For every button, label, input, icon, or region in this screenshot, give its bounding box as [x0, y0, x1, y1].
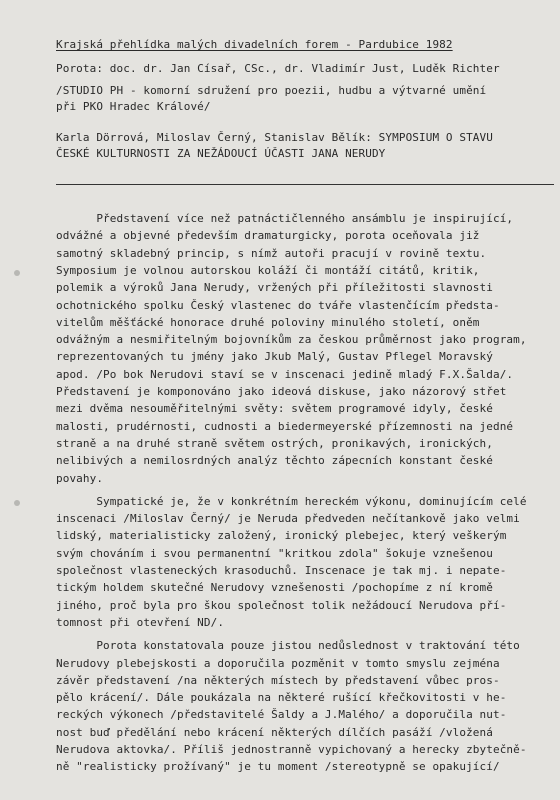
body-line: odvážným a nesmiřitelným bojovníkům za českou průměrnost jako program,	[56, 333, 527, 347]
body-line: povahy.	[56, 471, 104, 485]
body-line: Porota konstatovala pouze jistou nedůslednost v traktování této	[56, 639, 520, 653]
punch-hole	[14, 270, 20, 276]
body-line: tickým holdem skutečné Nerudovy vznešenosti /pochopíme z ní kromě	[56, 581, 493, 595]
body-line: Sympatické je, že v konkrétním hereckém výkonu, dominujícím celé	[56, 494, 527, 508]
body-line: lidský, materialisticky založený, ironický plebejec, který veškerým	[56, 529, 507, 543]
studio-line-1: /STUDIO PH - komorní sdružení pro poezii, hudbu a výtvarné umění	[56, 84, 487, 97]
body-line: společnost vlasteneckých krasoduchů. Inscenace je tak mj. i nepate-	[56, 564, 507, 577]
body-line: apod. /Po bok Nerudovi staví se v inscenaci jedině mladý F.X.Šalda/.	[56, 367, 514, 381]
body-line: Nerudovy plebejskosti a doporučila pozměnit v tomto smyslu zejména	[56, 656, 500, 670]
body-line: závěr představení /na některých místech by představení vůbec pros-	[56, 673, 500, 687]
studio-line-2: při PKO Hradec Králové/	[56, 100, 211, 113]
body-line: vitelům měšťácké honorace druhé poloviny minulého století, oněm	[56, 315, 480, 329]
body-line: Nerudova aktovka/. Příliš jednostranně vypichovaný a herecky zbytečně-	[56, 743, 527, 756]
authors-line-2: ČESKÉ KULTURNOSTI ZA NEŽÁDOUCÍ ÚČASTI JANA NERUDY	[56, 147, 386, 160]
body-line: inscenaci /Miloslav Černý/ je Neruda předveden nečítankově jako velmi	[56, 512, 520, 526]
body-line: nelibivých a nemilosrdných analýz těchto zápecních konstant české	[56, 454, 493, 468]
body-line: ochotnického spolku Český vlastenec do tváře vlastenčícím předsta-	[56, 298, 500, 312]
body-line: ně "realisticky prožívaný" je tu moment /stereotypně se opakující/	[56, 760, 500, 774]
body-line: straně a na druhé straně světem ostrých, pronikavých, ironických,	[56, 436, 493, 450]
body-line: Představení více než patnáctičlenného ansámblu je inspirující,	[56, 212, 514, 225]
body-line: Symposium je volnou autorskou koláží či montáží citátů, kritik,	[56, 263, 480, 277]
body-line: Představení je komponováno jako ideová diskuse, jako názorový střet	[56, 385, 507, 398]
body-line: nost buď předělání nebo krácení některých dílčích pasáží /vložená	[56, 725, 493, 739]
body-line: jiného, proč byla pro škou společnost tolik nežádoucí Nerudova pří-	[56, 598, 507, 612]
body-line: samotný skladebný princip, s nímž autoři pracují v rovině textu.	[56, 246, 487, 260]
body-line: tomnost při otevření ND/.	[56, 615, 225, 629]
body-line: mezi dvěma nesouměřitelnými světy: světem programové idyly, české	[56, 402, 493, 416]
authors-line-1: Karla Dörrová, Miloslav Černý, Stanislav Bělík: SYMPOSIUM O STAVU	[56, 131, 493, 144]
document-title: Krajská přehlídka malých divadelních forem - Pardubice 1982	[56, 38, 453, 51]
body-line: pělo krácení/. Dále poukázala na některé rušící křečkovitosti v he-	[56, 691, 507, 705]
separator-rule	[56, 184, 554, 185]
body-line: polemik a výroků Jana Nerudy, vržených při příležitosti slavnosti	[56, 281, 493, 295]
body-line: malosti, prudérnosti, cudnosti a biedermeyerské přízemnosti na jedné	[56, 419, 514, 433]
body-line: svým chováním i svou permanentní "kritkou zdola" šokuje vznešenou	[56, 546, 493, 560]
body-line: reprezentovaných tu jmény jako Jkub Malý, Gustav Pflegel Moravský	[56, 350, 493, 364]
body-line: odvážné a objevné především dramaturgicky, porota oceňovala již	[56, 229, 480, 243]
body-line: reckých výkonech /představitelé Šaldy a J.Malého/ a doporučila nut-	[56, 708, 507, 722]
jury-line: Porota: doc. dr. Jan Císař, CSc., dr. Vladimír Just, Luděk Richter	[56, 62, 500, 75]
punch-hole	[14, 500, 20, 506]
